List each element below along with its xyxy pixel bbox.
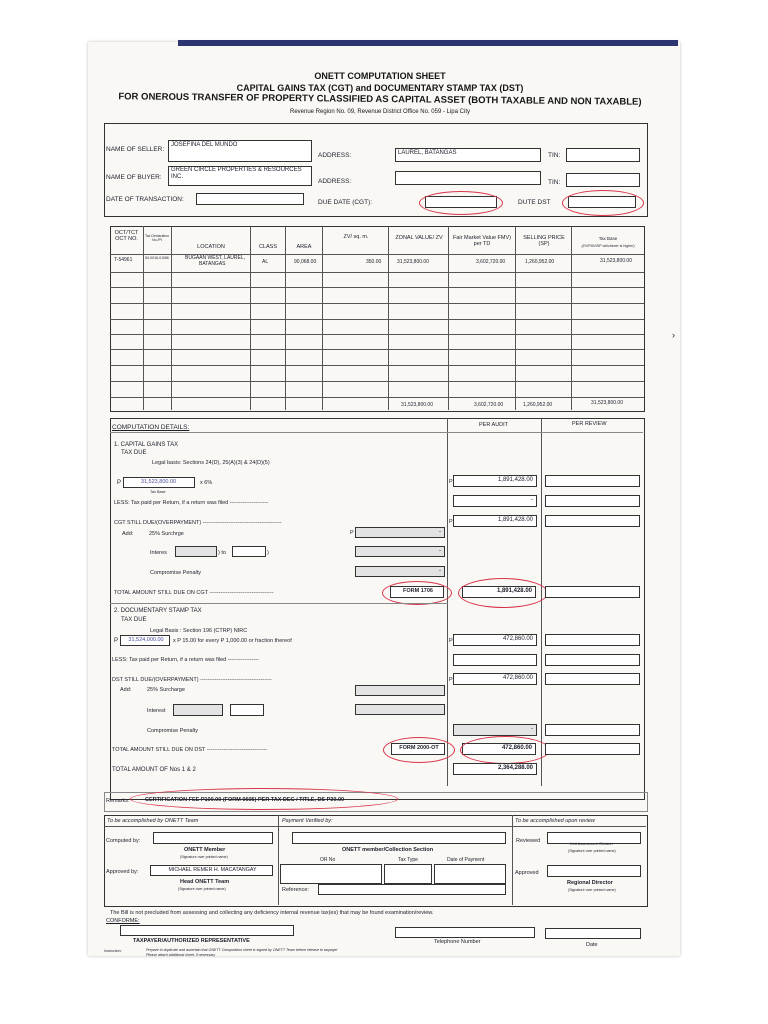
per-review-header: PER REVIEW xyxy=(572,421,607,427)
unit-chief-sig: (Signature over printed name) xyxy=(568,849,616,853)
seller-field[interactable]: JOSEFINA DEL MUNDO xyxy=(168,140,312,162)
top-strip xyxy=(178,40,678,46)
onett-member-label: ONETT Member xyxy=(184,847,226,853)
date-of-payment-field[interactable] xyxy=(434,864,506,884)
per-audit-header: PER AUDIT xyxy=(479,422,509,428)
table-row-rule xyxy=(110,334,644,335)
payment-verified-header: Payment Verified by: xyxy=(282,818,333,824)
cgt-interest-to: ) to xyxy=(218,550,226,556)
total-sp: 1,260,952.00 xyxy=(523,402,553,408)
approved-label: Approved xyxy=(515,870,539,876)
dst-add-label: Add: xyxy=(120,687,132,693)
table-row-rule xyxy=(110,319,644,320)
cell-sp: 1,260,952.00 xyxy=(525,259,555,265)
remarks-circle xyxy=(130,788,398,810)
table-row-rule xyxy=(110,303,644,304)
cell-taxbase: 31,523,800.00 xyxy=(600,258,632,264)
approved-by-label: Approved by: xyxy=(106,869,139,875)
cell-area: 90,068.00 xyxy=(294,259,317,265)
cell-oct: T-54961 xyxy=(114,257,133,263)
col-area: AREA xyxy=(296,244,312,250)
cgt-still-due-label: CGT STILL DUE/(OVERPAYMENT) ------------------------------------------- xyxy=(114,520,282,526)
col-taxbase-note: (ZV/FMV/SP whichever is higher) xyxy=(581,244,635,248)
or-no-field[interactable] xyxy=(280,864,382,884)
total-cgt-audit[interactable]: 1,891,428.00 xyxy=(462,586,536,598)
col-zv: ZV/ sq. m. xyxy=(343,234,369,240)
sig-rule xyxy=(512,815,513,905)
total-fmv: 3,602,720.00 xyxy=(474,402,504,408)
dst-surcharge-field[interactable] xyxy=(355,685,445,696)
instruction-line-1: Prepare in duplicate and ascertain that ONETT Computation sheet is signed by ONETT Team before release to taxpayer xyxy=(146,948,338,952)
regional-director-label: Regional Director xyxy=(567,880,613,886)
regional-director-sig: (Signature over printed name) xyxy=(568,888,616,892)
dst-less-audit[interactable] xyxy=(453,654,537,666)
cgt-due-review[interactable] xyxy=(545,475,640,487)
instruction-label: Instruction: xyxy=(104,949,122,953)
due-date-cgt-circle xyxy=(419,191,503,215)
cgt-base-field[interactable]: 31,523,800.00 xyxy=(123,477,195,488)
col-rule xyxy=(171,226,172,410)
telephone-field[interactable] xyxy=(395,927,535,938)
col-fmv: Fair Market Value FMV) per TD xyxy=(453,235,511,247)
cell-decl: 50-0016-01086 xyxy=(145,256,169,260)
dst-tax-due: TAX DUE xyxy=(121,617,147,623)
dst-compromise-field[interactable]: - xyxy=(453,724,537,736)
cgt-surcharge-field[interactable]: - xyxy=(355,527,445,538)
reference-field[interactable] xyxy=(318,884,506,895)
dst-interest-field[interactable] xyxy=(355,704,445,715)
buyer-name-line1: GREEN CIRCLE PROPERTIES & RESOURCES xyxy=(171,167,302,173)
tax-type-field[interactable] xyxy=(384,864,432,884)
reviewed-label: Reviewed xyxy=(516,838,541,844)
dst-still-due-review[interactable] xyxy=(545,673,640,685)
cgt-interest-label: Interes xyxy=(150,550,167,556)
transaction-date-label: DATE OF TRANSACTION: xyxy=(106,196,184,203)
dst-interest-label: Interest xyxy=(147,708,166,714)
computed-by-field[interactable] xyxy=(153,832,273,844)
review-header: To be accomplished upon review xyxy=(515,818,595,824)
doc-subtitle: Revenue Region No. 09, Revenue District Office No. 059 - Lipa City xyxy=(290,109,470,115)
cgt-less-audit[interactable]: - xyxy=(453,495,537,507)
dst-rate: x P 15.00 for every P 1,000.00 or fraction thereof xyxy=(173,638,292,644)
cgt-rate: x 6% xyxy=(200,480,213,486)
cgt-interest-from[interactable] xyxy=(175,546,217,557)
dst-interest-from[interactable] xyxy=(173,704,223,716)
form-2000ot-field[interactable]: FORM 2000-OT xyxy=(391,743,445,755)
dst-legal-basis: Legal Basis : Section 196 (CTRP) NIRC xyxy=(150,628,248,634)
cgt-p-label-audit: P xyxy=(449,479,453,485)
form-1706-field[interactable]: FORM 1706 xyxy=(390,586,444,598)
taxpayer-label: TAXPAYER/AUTHORIZED REPRESENTATIVE xyxy=(133,938,250,944)
approved-field[interactable] xyxy=(547,865,641,877)
approved-by-field[interactable]: MICHAEL REMER H. MACATANGAY xyxy=(150,865,273,876)
table-row-rule xyxy=(110,397,644,398)
cgt-due-audit[interactable]: 1,891,428.00 xyxy=(453,475,537,487)
doc-title-onerous: FOR ONEROUS TRANSFER OF PROPERTY CLASSIFIED AS CAPITAL ASSET (BOTH TAXABLE AND NON TAXABLE) xyxy=(118,91,642,108)
onett-team-header: To be accomplished by ONETT Team xyxy=(107,818,199,824)
cgt-still-due-audit[interactable]: 1,891,428.00 xyxy=(453,515,537,527)
review-col-rule xyxy=(541,418,542,786)
total-dst-label: TOTAL AMOUNT STILL DUE ON DST --------------------------------- xyxy=(112,747,268,753)
dst-surcharge-label: 25% Surcharge xyxy=(147,687,185,693)
dst-due-audit[interactable]: 472,860.00 xyxy=(453,634,537,646)
cell-zv: 350.00 xyxy=(366,259,382,265)
total-dst-audit[interactable]: 472,860.00 xyxy=(462,743,536,755)
table-row-rule xyxy=(110,272,644,273)
cgt-add-label: Add: xyxy=(122,531,134,537)
col-zonal: ZONAL VALUE/ ZV xyxy=(395,235,443,241)
buyer-tin-field[interactable] xyxy=(566,173,640,187)
table-row-rule xyxy=(110,381,644,382)
tax-type-label: Tax Type xyxy=(398,857,418,863)
dst-compromise-review[interactable] xyxy=(545,724,640,736)
cgt-less-review[interactable] xyxy=(545,495,640,507)
telephone-label: Telephone Number xyxy=(434,939,481,945)
buyer-field[interactable] xyxy=(168,166,312,186)
total-cgt-review[interactable] xyxy=(545,586,640,598)
cgt-compromise-label: Compromise Penalty xyxy=(150,570,202,576)
cell-class: AL xyxy=(262,259,269,265)
payment-verified-field[interactable] xyxy=(292,832,506,844)
table-row-rule xyxy=(110,365,644,366)
total-dst-review[interactable] xyxy=(545,743,640,755)
computed-by-label: Computed by: xyxy=(106,838,141,844)
buyer-address-label: ADDRESS: xyxy=(318,178,352,185)
seller-tin-label: TIN: xyxy=(548,152,561,159)
cgt-interest-close: ) xyxy=(267,550,269,556)
cell-location-2: BATANGAS xyxy=(199,261,226,267)
cgt-less-label: LESS: Tax paid per Return, if a return was filed --------------------- xyxy=(114,500,269,506)
reference-label: Reference: xyxy=(282,887,309,893)
seller-address-field[interactable]: LAUREL, BATANGAS xyxy=(395,148,541,162)
table-row-rule xyxy=(110,287,644,288)
sig-header-rule xyxy=(104,826,646,827)
cgt-interest-field[interactable]: - xyxy=(355,546,445,557)
transaction-date-field[interactable] xyxy=(196,193,304,205)
col-decl: Tax Declaration No./Pt xyxy=(144,234,170,242)
col-sp: SELLING PRICE (SP) xyxy=(523,235,565,247)
cell-zonal: 31,523,800.00 xyxy=(397,259,429,265)
dst-interest-to[interactable] xyxy=(230,704,264,716)
cgt-title: 1. CAPITAL GAINS TAX xyxy=(114,442,179,448)
dst-due-p: P xyxy=(449,638,453,644)
date-field[interactable] xyxy=(545,928,641,939)
computation-header-rule xyxy=(110,432,643,433)
due-date-dst-circle xyxy=(562,190,644,216)
total-dst-circle xyxy=(460,736,550,764)
total-cgt-circle xyxy=(458,578,548,608)
dst-compromise-label: Compromise Penalty xyxy=(147,728,199,734)
dst-due-review[interactable] xyxy=(545,634,640,646)
col-rule xyxy=(322,226,323,410)
notice-text: The Bill is not precluded from assessing and collecting any deficiency internal revenue tax(es) that may be found examination/review. xyxy=(110,910,434,916)
col-class: CLASS xyxy=(258,244,278,250)
buyer-name-line2: INC. xyxy=(171,174,183,180)
col-rule xyxy=(143,226,144,410)
col-rule xyxy=(515,226,516,410)
cgt-still-due-review[interactable] xyxy=(545,515,640,527)
seller-tin-field[interactable] xyxy=(566,148,640,162)
or-no-label: OR No xyxy=(320,857,336,863)
table-row-rule xyxy=(110,349,644,350)
computation-label: COMPUTATION DETAILS: xyxy=(112,424,190,431)
due-date-dst-label: DUTE DST xyxy=(518,199,551,206)
cgt-legal-basis: Legal basis: Sections 24(D), 25(A)(3) & 24(D)(5) xyxy=(152,460,270,466)
sig-rule xyxy=(278,815,279,905)
due-date-cgt-label: DUE DATE (CGT): xyxy=(318,199,373,206)
cgt-interest-to-field[interactable] xyxy=(232,546,266,557)
remarks-label: Remarks: xyxy=(106,798,130,804)
dst-base-field[interactable]: 31,524,000.00 xyxy=(120,635,170,646)
dst-still-due-label: DST STILL DUE/(OVERPAYMENT) --------------------------------------- xyxy=(112,677,272,683)
col-location: LOCATION xyxy=(197,244,225,250)
col-rule xyxy=(571,226,572,410)
seller-label: NAME OF SELLER: xyxy=(106,146,165,153)
remarks-text: CERTIFICATION FEE P100.00 (FORM 0605) PER TAX DEC / TITLE, DS P30.00 xyxy=(145,797,345,803)
total-both-audit[interactable]: 2,364,288.00 xyxy=(453,763,537,775)
buyer-tin-label: TIN: xyxy=(548,179,561,186)
doc-title-cgt-dst: CAPITAL GAINS TAX (CGT) and DOCUMENTARY STAMP TAX (DST) xyxy=(236,83,524,93)
cgt-still-p-label: P xyxy=(449,519,453,525)
conforme-label: CONFORME: xyxy=(106,918,140,924)
col-taxbase: Tax Base xyxy=(598,236,618,241)
edge-mark: › xyxy=(672,330,675,340)
date-of-payment-label: Date of Payment xyxy=(447,857,485,863)
onett-member-sig: (Signature over printed name) xyxy=(180,855,228,859)
dst-still-due-p: P xyxy=(449,677,453,683)
cgt-p-label: P xyxy=(117,480,122,486)
instruction-line-2: Please attach additional sheet, if necessary xyxy=(146,953,216,957)
cell-fmv: 3,602,720.00 xyxy=(476,259,506,265)
date-label: Date xyxy=(586,942,598,948)
dst-less-review[interactable] xyxy=(545,654,640,666)
col-rule xyxy=(448,226,449,410)
dst-less-label: LESS: Tax paid per Return, if a return was filed ----------------- xyxy=(112,657,259,663)
doc-title: ONETT COMPUTATION SHEET xyxy=(314,71,446,81)
col-rule xyxy=(250,226,251,410)
form-1706-circle xyxy=(382,581,452,605)
cgt-dst-divider xyxy=(110,603,448,604)
buyer-label: NAME OF BUYER: xyxy=(106,174,162,181)
cell-location-1: BUGAAN WEST, LAUREL, xyxy=(185,255,246,261)
total-zonal: 31,523,800.00 xyxy=(401,402,433,408)
col-rule xyxy=(285,226,286,410)
total-both-label: TOTAL AMOUNT OF Nos 1 & 2 xyxy=(112,767,196,773)
head-team-sig: (Signature over printed name) xyxy=(178,887,226,891)
cgt-tax-base-label: Tax Base xyxy=(150,490,166,494)
cgt-surcharge-p: P xyxy=(350,530,354,536)
unit-chief-label: Unit Assessment Division xyxy=(570,842,613,846)
cgt-surcharge-label: 25% Surchrge xyxy=(149,531,184,537)
cgt-compromise-field[interactable]: - xyxy=(355,566,445,577)
head-team-label: Head ONETT Team xyxy=(180,879,230,885)
dst-title: 2. DOCUMENTARY STAMP TAX xyxy=(114,608,202,614)
dst-p-label: P xyxy=(114,638,119,644)
cgt-tax-due: TAX DUE xyxy=(121,450,147,456)
col-oct: OCT/TCT OCT NO. xyxy=(114,230,139,242)
taxpayer-field[interactable] xyxy=(120,925,294,936)
audit-col-rule xyxy=(447,418,448,786)
total-cgt-label: TOTAL AMOUNT STILL DUE ON CGT ----------------------------------- xyxy=(114,590,274,596)
seller-address-label: ADDRESS: xyxy=(318,152,352,159)
dst-still-due-audit[interactable]: 472,860.00 xyxy=(453,673,537,685)
col-rule xyxy=(388,226,389,410)
buyer-address-field[interactable] xyxy=(395,171,541,185)
form-2000ot-circle xyxy=(383,737,455,763)
total-taxbase: 31,523,800.00 xyxy=(591,400,623,406)
collection-section-label: ONETT member/Collection Section xyxy=(342,847,434,853)
